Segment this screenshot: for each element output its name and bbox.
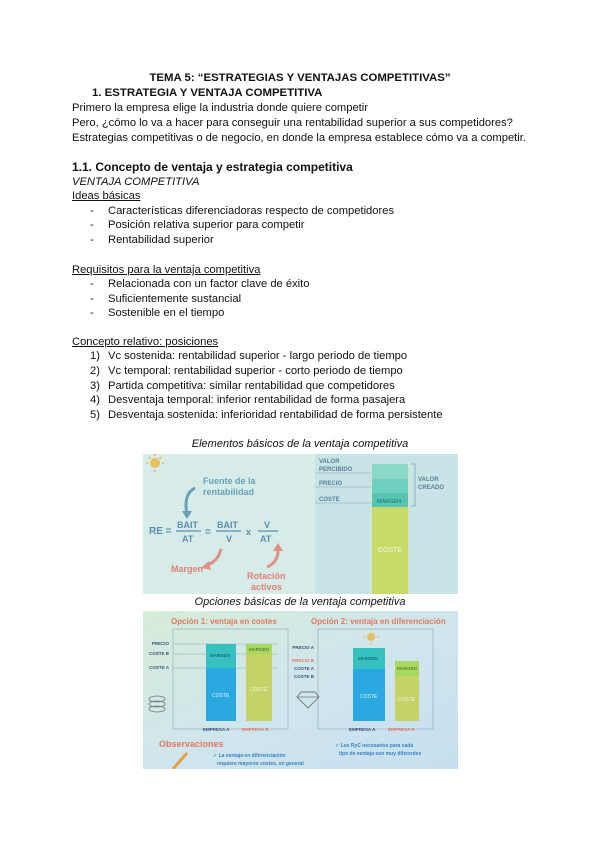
- concepto-item-number: 2): [90, 365, 100, 377]
- fuente-label-1: Fuente de la: [203, 476, 256, 486]
- v-denominator: V: [226, 534, 233, 544]
- obs1-line-2: requiere mayores costes, en general: [217, 761, 304, 767]
- value-bar-precio: [372, 479, 408, 493]
- doc-title: TEMA 5: “ESTRATEGIAS Y VENTAJAS COMPETITIVAS”: [149, 72, 451, 84]
- requisitos-item: - Sostenible en el tiempo: [90, 307, 225, 319]
- concepto-item: [90, 380, 395, 392]
- concepto-item-text: Vc sostenida: rentabilidad superior - largo periodo de tiempo: [108, 350, 408, 362]
- option1-bar-b-margen-label: MARGEN: [249, 647, 269, 652]
- option2-bar-a-margen-label: MARGEN: [358, 656, 378, 661]
- figure-opciones-svg: [143, 611, 458, 769]
- coste-label: COSTE: [319, 497, 340, 503]
- option2-empresa-a: EMPRESA A: [349, 727, 376, 732]
- coste-bar-label: COSTE: [378, 547, 403, 554]
- option1-label-precio: PRECIO: [151, 641, 169, 646]
- margen-label: Margen: [171, 564, 204, 574]
- concepto-item: [90, 409, 443, 421]
- concepto-item: [90, 365, 403, 377]
- requisitos-item-text: Relacionada con un factor clave de éxito: [108, 278, 310, 290]
- concepto-item-text: Partida competitiva: similar rentabilidad que competidores: [108, 380, 395, 392]
- ideas-heading: Ideas básicas: [72, 190, 141, 202]
- times-sign: x: [246, 527, 252, 537]
- precio-label: PRECIO: [319, 481, 343, 487]
- intro-line-2: Pero, ¿cómo lo va a hacer para conseguir una rentabilidad superior a sus competidores?: [72, 117, 513, 129]
- concepto-item: [90, 350, 407, 362]
- equals-sign: =: [205, 527, 211, 538]
- at-denominator-1: AT: [182, 534, 194, 544]
- figure-caption-1: Elementos básicos de la ventaja competitiva: [191, 438, 409, 450]
- option1-bar-a-coste-label: COSTE: [212, 693, 230, 699]
- concepto-item-text: Desventaja sostenida: inferioridad rentabilidad de forma persistente: [108, 409, 443, 421]
- valor-percibido-label-1: VALOR: [319, 459, 340, 465]
- ideas-item: - Rentabilidad superior: [90, 234, 214, 246]
- rotacion-label-1: Rotación: [247, 571, 286, 581]
- bait-numerator-1: BAIT: [177, 520, 198, 530]
- ideas-item-text: Características diferenciadoras respecto de competidores: [108, 205, 395, 217]
- requisitos-item-text: Suficientemente sustancial: [108, 293, 242, 305]
- concepto-item-number: 4): [90, 394, 100, 406]
- concepto-heading: Concepto relativo: posiciones: [72, 336, 219, 348]
- fuente-label-2: rentabilidad: [203, 487, 255, 497]
- requisitos-item-text: Sostenible en el tiempo: [108, 307, 225, 319]
- intro-line-1: Primero la empresa elige la industria donde quiere competir: [72, 102, 368, 114]
- option1-empresa-a: EMPRESA A: [203, 727, 230, 732]
- section-heading-1-1: 1.1. Concepto de ventaja y estrategia competitiva: [72, 160, 353, 174]
- ideas-item: - Posición relativa superior para competir: [90, 219, 305, 231]
- option1-empresa-b: EMPRESA B: [242, 727, 269, 732]
- option1-label-coste-a: COSTE A: [149, 665, 169, 670]
- observaciones-heading: Observaciones: [159, 739, 224, 749]
- ideas-item-text: Rentabilidad superior: [108, 234, 214, 246]
- option2-bar-a-coste-label: COSTE: [360, 694, 378, 700]
- option2-bar-b-margen-label: MARGEN: [397, 666, 417, 671]
- bait-numerator-2: BAIT: [217, 520, 238, 530]
- option2-empresa-b: EMPRESA B: [388, 727, 415, 732]
- option1-bar-b-coste-label: COSTE: [250, 687, 268, 693]
- figure-caption-2: Opciones básicas de la ventaja competitiva: [194, 596, 406, 608]
- v-numerator: V: [264, 520, 271, 530]
- ideas-item-text: Posición relativa superior para competir: [108, 219, 305, 231]
- intro-line-3: Estrategias competitivas o de negocio, en donde la empresa establece cómo va a competir.: [72, 132, 526, 144]
- requisitos-heading: Requisitos para la ventaja competitiva: [72, 264, 261, 276]
- concepto-item-text: Vc temporal: rentabilidad superior - corto periodo de tiempo: [108, 365, 403, 377]
- margen-bar-label: MARGEN: [377, 499, 402, 505]
- option2-label-precio-b: PRECIO B: [292, 658, 314, 663]
- re-label: RE =: [149, 526, 172, 537]
- ideas-item: - Características diferenciadoras respecto de competidores: [90, 205, 395, 217]
- rotacion-label-2: activos: [251, 582, 283, 592]
- option2-bar-b-coste-label: COSTE: [398, 697, 416, 703]
- opcion1-title: Opción 1: ventaja en costes: [171, 617, 277, 626]
- opcion2-title: Opción 2: ventaja en diferenciación: [311, 617, 446, 626]
- option1-bar-a-margen-label: MARGEN: [210, 653, 230, 658]
- concepto-item-number: 5): [90, 409, 100, 421]
- valor-creado-label-2: CREADO: [418, 485, 445, 491]
- obs2-line-1: ✓ Los RyC necesarios para cada: [335, 743, 414, 749]
- value-bar-top: [372, 464, 408, 479]
- obs2-line-2: tipo de ventaja son muy diferentes: [339, 751, 422, 757]
- figure-opciones-ventaja: [143, 611, 458, 769]
- section-heading-1: 1. ESTRATEGIA Y VENTAJA COMPETITIVA: [92, 87, 323, 99]
- concepto-item-number: 3): [90, 380, 100, 392]
- concepto-item-number: 1): [90, 350, 100, 362]
- figure-elementos-ventaja: [143, 454, 458, 594]
- obs1-line-1: ✓ La ventaja en diferenciación: [213, 753, 286, 759]
- option2-label-coste-b: COSTE B: [293, 674, 314, 679]
- requisitos-item: - Relacionada con un factor clave de éxito: [90, 278, 310, 290]
- valor-percibido-label-2: PERCIBIDO: [319, 467, 353, 473]
- concepto-item-text: Desventaja temporal: inferior rentabilidad de forma pasajera: [108, 394, 406, 406]
- concepto-item: [90, 394, 405, 406]
- figure-elementos-svg: [143, 454, 458, 594]
- option1-label-coste-b: COSTE B: [148, 651, 169, 656]
- valor-creado-label-1: VALOR: [418, 477, 439, 483]
- ventaja-label: VENTAJA COMPETITIVA: [72, 176, 200, 188]
- requisitos-item: - Suficientemente sustancial: [90, 293, 242, 305]
- at-denominator-2: AT: [260, 534, 272, 544]
- option2-label-coste-a: COSTE A: [294, 666, 314, 671]
- option2-label-precio-a: PRECIO A: [292, 645, 314, 650]
